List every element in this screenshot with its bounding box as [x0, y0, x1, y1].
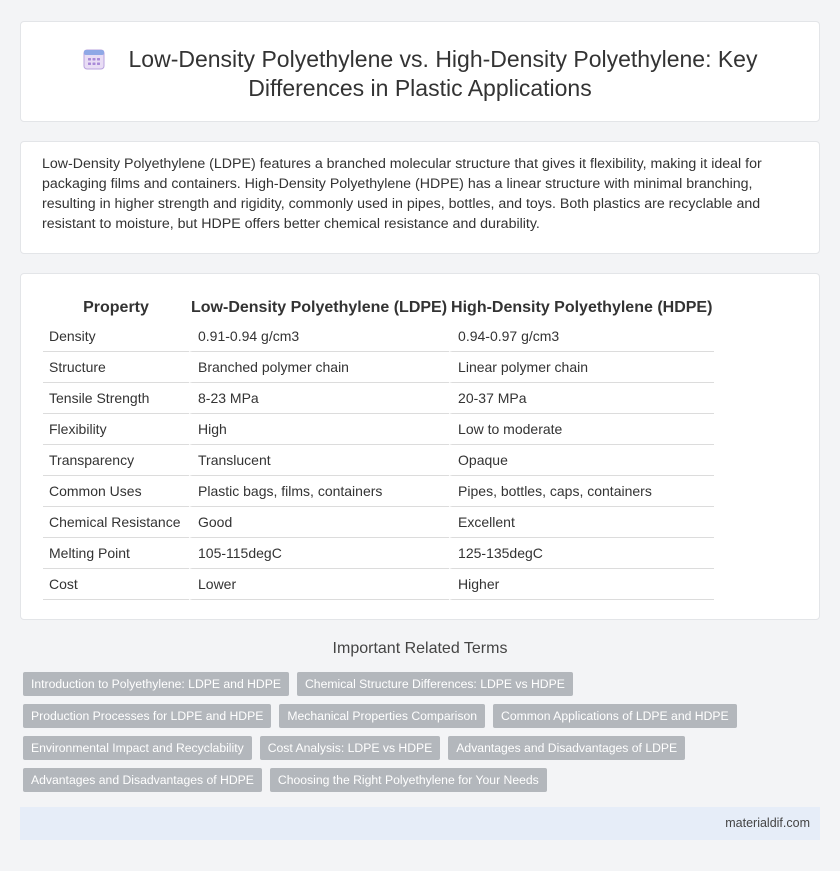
ldpe-cell: Translucent	[189, 445, 449, 476]
table-row	[43, 321, 714, 352]
hdpe-cell: Excellent	[449, 507, 714, 538]
related-tag[interactable]: Common Applications of LDPE and HDPE	[493, 704, 737, 728]
hdpe-cell: Low to moderate	[449, 414, 714, 445]
table-row	[43, 445, 714, 476]
table-row	[43, 476, 714, 507]
table-row	[43, 383, 714, 414]
comparison-table	[43, 294, 714, 600]
calendar-icon	[83, 48, 105, 70]
hdpe-cell: Linear polymer chain	[449, 352, 714, 383]
property-cell: Chemical Resistance	[43, 507, 189, 538]
table-row	[43, 569, 714, 600]
hdpe-cell: 20-37 MPa	[449, 383, 714, 414]
header-ldpe: Low-Density Polyethylene (LDPE)	[191, 298, 448, 316]
ldpe-cell: 105-115degC	[189, 538, 449, 569]
related-tag[interactable]: Advantages and Disadvantages of HDPE	[23, 768, 262, 792]
related-tag[interactable]: Chemical Structure Differences: LDPE vs HDPE	[297, 672, 573, 696]
table-row	[43, 507, 714, 538]
ldpe-cell: Plastic bags, films, containers	[189, 476, 449, 507]
related-tag[interactable]: Production Processes for LDPE and HDPE	[23, 704, 271, 728]
property-cell: Transparency	[43, 445, 189, 476]
ldpe-cell: Lower	[189, 569, 449, 600]
footer-site-link[interactable]: materialdif.com	[725, 816, 810, 830]
hdpe-cell: Opaque	[449, 445, 714, 476]
hdpe-cell: 0.94-0.97 g/cm3	[449, 321, 714, 352]
related-terms-heading: Important Related Terms	[332, 640, 508, 657]
property-cell: Structure	[43, 352, 189, 383]
hdpe-cell: Higher	[449, 569, 714, 600]
table-row	[43, 414, 714, 445]
hdpe-cell: Pipes, bottles, caps, containers	[449, 476, 714, 507]
property-cell: Cost	[43, 569, 189, 600]
property-cell: Density	[43, 321, 189, 352]
related-terms-list	[23, 672, 813, 800]
title-line-2: Differences in Plastic Applications	[248, 75, 592, 101]
related-tag[interactable]: Environmental Impact and Recyclability	[23, 736, 252, 760]
table-row	[43, 352, 714, 383]
header-property: Property	[83, 298, 149, 316]
related-tag[interactable]: Mechanical Properties Comparison	[279, 704, 485, 728]
table-header-row	[43, 294, 714, 321]
title-line-1: Low-Density Polyethylene vs. High-Density Polyethylene: Key	[128, 46, 758, 72]
hdpe-cell: 125-135degC	[449, 538, 714, 569]
footer-bar	[20, 807, 820, 840]
property-cell: Tensile Strength	[43, 383, 189, 414]
page-title	[21, 45, 819, 103]
related-tag[interactable]: Advantages and Disadvantages of LDPE	[448, 736, 685, 760]
related-tag[interactable]: Cost Analysis: LDPE vs HDPE	[260, 736, 441, 760]
intro-paragraph: Low-Density Polyethylene (LDPE) features a branched molecular structure that gives it flexibility, making it ideal for packaging films and containers. High-Density Polyethylene (HDPE) has a linear structure with minimal branching, resulting in higher strength and rigidity, commonly used in pipes, bottles, and toys. Both plastics are recyclable and resistant to moisture, but HDPE offers better chemical resistance and durability.	[42, 156, 762, 232]
ldpe-cell: 0.91-0.94 g/cm3	[189, 321, 449, 352]
property-cell: Melting Point	[43, 538, 189, 569]
ldpe-cell: Branched polymer chain	[189, 352, 449, 383]
related-tag[interactable]: Choosing the Right Polyethylene for Your Needs	[270, 768, 547, 792]
header-hdpe: High-Density Polyethylene (HDPE)	[451, 298, 713, 316]
intro-card	[20, 141, 820, 254]
ldpe-cell: High	[189, 414, 449, 445]
ldpe-cell: 8-23 MPa	[189, 383, 449, 414]
table-row	[43, 538, 714, 569]
property-cell: Flexibility	[43, 414, 189, 445]
title-card	[20, 21, 820, 122]
related-tag[interactable]: Introduction to Polyethylene: LDPE and HDPE	[23, 672, 289, 696]
comparison-card	[20, 273, 820, 620]
property-cell: Common Uses	[43, 476, 189, 507]
ldpe-cell: Good	[189, 507, 449, 538]
